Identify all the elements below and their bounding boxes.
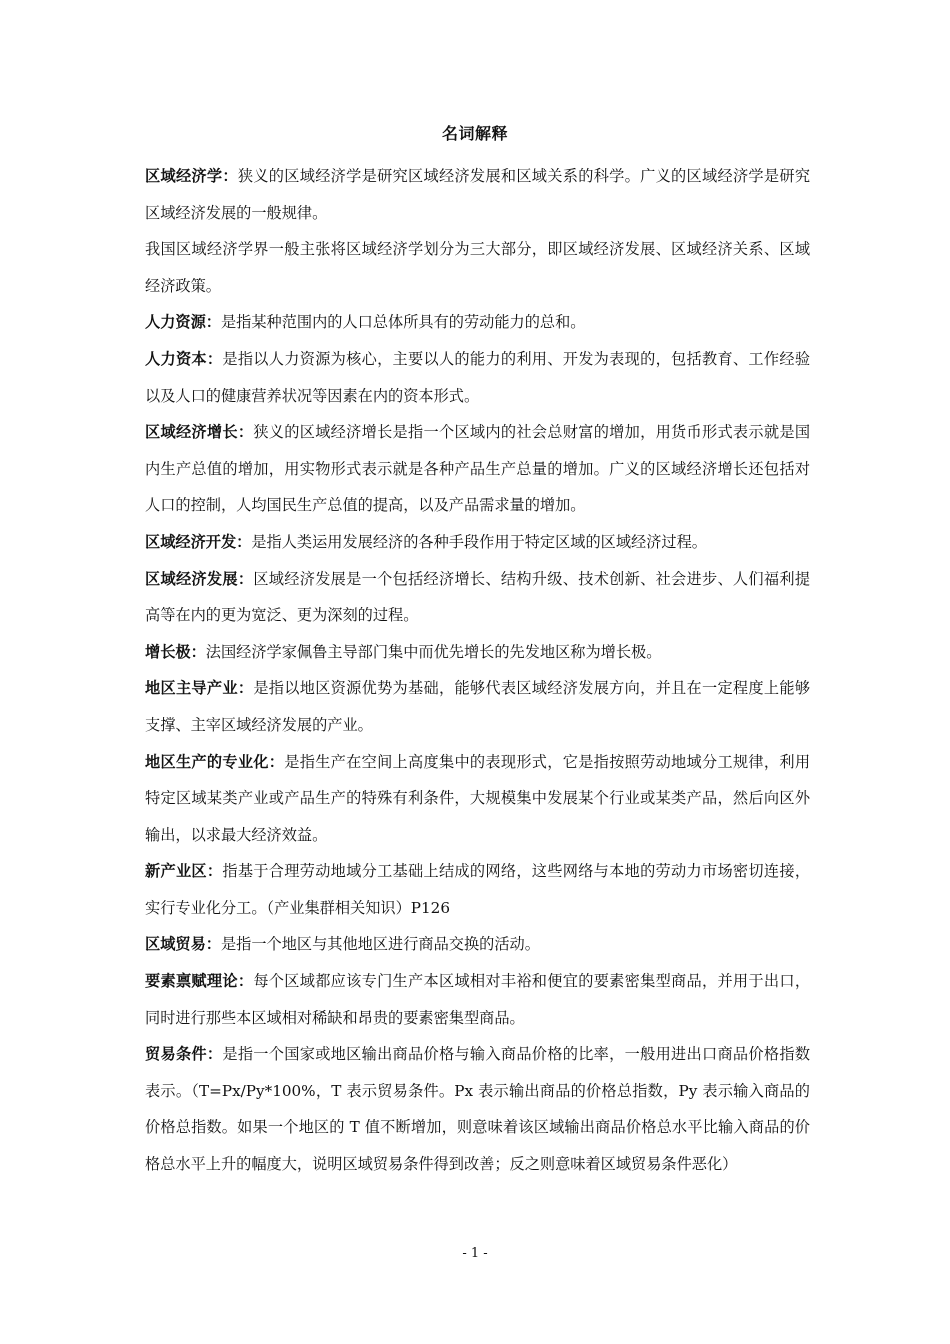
glossary-entry (145, 670, 810, 743)
entry-definition: 区域经济发展是一个包括经济增长、结构升级、技术创新、社会进步、人们福利提高等在内的更为宽泛、更为深刻的过程。 (145, 569, 811, 625)
entry-term: 新产业区： (145, 862, 223, 881)
glossary-content (145, 158, 810, 1183)
entry-definition: 狭义的区域经济学是研究区域经济发展和区域关系的科学。广义的区域经济学是研究区域经济发展的一般规律。 (145, 167, 811, 222)
glossary-entry (145, 524, 810, 561)
entry-term: 区域贸易： (145, 935, 221, 954)
glossary-entry (145, 304, 810, 341)
entry-term: 区域经济开发： (145, 532, 252, 551)
glossary-entry (145, 744, 810, 854)
entry-term: 区域经济学： (145, 167, 238, 185)
entry-term: 人力资源： (145, 313, 221, 332)
glossary-entry (145, 1036, 810, 1182)
entry-definition: 是指人类运用发展经济的各种手段作用于特定区域的区域经济过程。 (251, 532, 707, 551)
entry-term: 地区主导产业： (145, 679, 254, 698)
page-number: - 1 - (462, 1246, 488, 1261)
entry-definition: 狭义的区域经济增长是指一个区域内的社会总财富的增加，用货币形式表示就是国内生产总值的增加，用实物形式表示就是各种产品生产总量的增加。广义的区域经济增长还包括对人口的控制，人均国民生产总值的提高，以及产品需求量的增加。 (145, 423, 811, 515)
entry-term: 要素禀赋理论： (145, 972, 254, 991)
entry-term: 贸易条件： (145, 1045, 223, 1064)
entry-term: 增长极： (145, 642, 206, 661)
entry-definition: 是指以人力资源为核心，主要以人的能力的利用、开发为表现的，包括教育、工作经验以及人口的健康营养状况等因素在内的资本形式。 (145, 349, 811, 405)
entry-definition: 是指以地区资源优势为基础，能够代表区域经济发展方向，并且在一定程度上能够支撑、主宰区域经济发展的产业。 (145, 679, 811, 734)
glossary-entry (145, 853, 810, 926)
glossary-entry (145, 926, 810, 963)
entry-definition: 是指生产在空间上高度集中的表现形式，它是指按照劳动地域分工规律，利用特定区域某类产业或产品生产的特殊有利条件，大规模集中发展某个行业或某类产品，然后向区外输出，以求最大经济效益。 (145, 752, 811, 844)
entry-term: 区域经济增长： (145, 423, 254, 442)
page-title: 名词解释 (441, 124, 508, 143)
glossary-entry (145, 341, 810, 414)
glossary-entry (145, 963, 810, 1036)
glossary-entry (145, 231, 810, 304)
glossary-entry (145, 634, 810, 671)
entry-definition: 每个区域都应该专门生产本区域相对丰裕和便宜的要素密集型商品，并用于出口，同时进行那些本区域相对稀缺和昂贵的要素密集型商品。 (145, 972, 811, 1027)
entry-definition: 是指一个国家或地区输出商品价格与输入商品价格的比率，一般用进出口商品价格指数表示。（T=Px/Py*100%，T 表示贸易条件。Px 表示输出商品的价格总指数，Py 表示输入商品的价格总指数。如果一个地区的 T 值不断增加，则意味着该区域输出商品价格总水平比输入商品的价格总水平上升的幅度大，说明区域贸易条件得到改善；反之则意味着区域贸易条件恶化） (145, 1045, 811, 1174)
entry-definition: 指基于合理劳动地域分工基础上结成的网络，这些网络与本地的劳动力市场密切连接，实行专业化分工。（产业集群相关知识）P126 (145, 862, 811, 917)
glossary-entry (145, 158, 810, 231)
entry-definition: 法国经济学家佩鲁主导部门集中而优先增长的先发地区称为增长极。 (205, 642, 662, 661)
entry-definition: 是指一个地区与其他地区进行商品交换的活动。 (220, 935, 540, 954)
entry-term: 区域经济发展： (145, 569, 254, 588)
entry-term: 地区生产的专业化： (145, 752, 285, 771)
entry-definition: 我国区域经济学界一般主张将区域经济学划分为三大部分，即区域经济发展、区域经济关系、区域经济政策。 (145, 240, 810, 295)
entry-definition: 是指某种范围内的人口总体所具有的劳动能力的总和。 (220, 313, 586, 332)
glossary-entry (145, 561, 810, 634)
entry-term: 人力资本： (145, 349, 223, 368)
glossary-entry (145, 414, 810, 524)
